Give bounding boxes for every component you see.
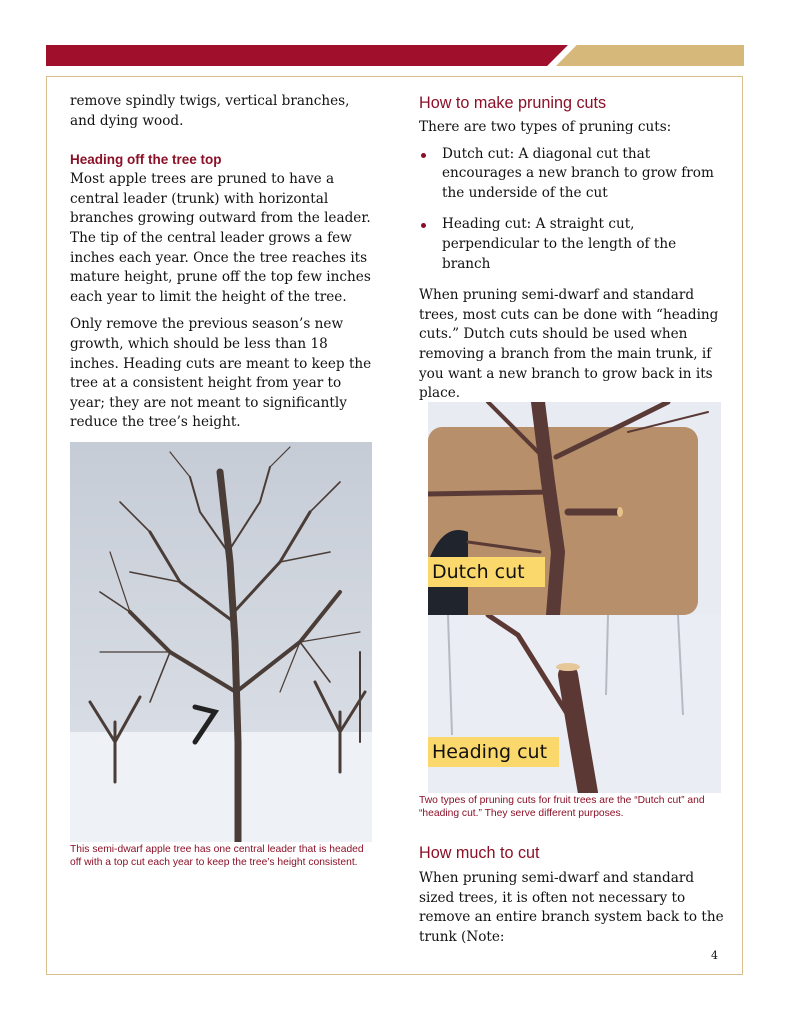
- heading-off-paragraph-1: Most apple trees are pruned to have a central leader (trunk) with horizontal branches growing outward from the leader. The tip of the central leader grows a few inches each year. Once the tree reaches its mature height, prune off the top few inches each year to limit the height of the tree.: [70, 171, 371, 305]
- pruning-cuts-list: [419, 145, 725, 275]
- pruning-cuts-paragraph: When pruning semi-dwarf and standard trees, most cuts can be done with “heading cuts.” Dutch cuts should be used when removing a branch from the main trunk, if you want a new branch to grow back in its place.: [419, 287, 719, 402]
- dutch-cut-label: Dutch cut: [428, 557, 545, 587]
- heading-cut-label: Heading cut: [428, 737, 559, 767]
- list-item-dutch-cut: Dutch cut: A diagonal cut that encourages a new branch to grow from the underside of the cut: [419, 145, 725, 204]
- how-much-section: [419, 844, 725, 947]
- left-column: [70, 92, 374, 433]
- list-item-heading-cut: Heading cut: A straight cut, perpendicular to the length of the branch: [419, 215, 725, 274]
- pruning-cuts-title: How to make pruning cuts: [419, 94, 607, 112]
- tree-photo-caption: This semi-dwarf apple tree has one central leader that is headed off with a top cut each year to keep the tree’s height consistent.: [70, 844, 364, 868]
- intro-text: remove spindly twigs, vertical branches, and dying wood.: [70, 93, 350, 129]
- how-much-paragraph: When pruning semi-dwarf and standard sized trees, it is often not necessary to remove an entire branch system back to the trunk (Note:: [419, 870, 724, 945]
- header-band-red: [46, 45, 568, 66]
- header-band-gold: [556, 45, 744, 66]
- apple-tree-photo: [70, 442, 372, 842]
- pruning-cuts-intro: There are two types of pruning cuts:: [419, 119, 672, 135]
- cuts-photo-caption: Two types of pruning cuts for fruit trees are the “Dutch cut” and “heading cut.” They serve different purposes.: [419, 795, 705, 819]
- page-number: 4: [711, 949, 718, 962]
- heading-off-title: Heading off the tree top: [70, 152, 222, 168]
- how-much-title: How much to cut: [419, 844, 540, 862]
- right-column: [419, 94, 725, 404]
- heading-off-paragraph-2: Only remove the previous season’s new growth, which should be less than 18 inches. Heading cuts are meant to keep the tree at a consistent height from year to year; they are not meant to significantly reduce the tree’s height.: [70, 316, 372, 431]
